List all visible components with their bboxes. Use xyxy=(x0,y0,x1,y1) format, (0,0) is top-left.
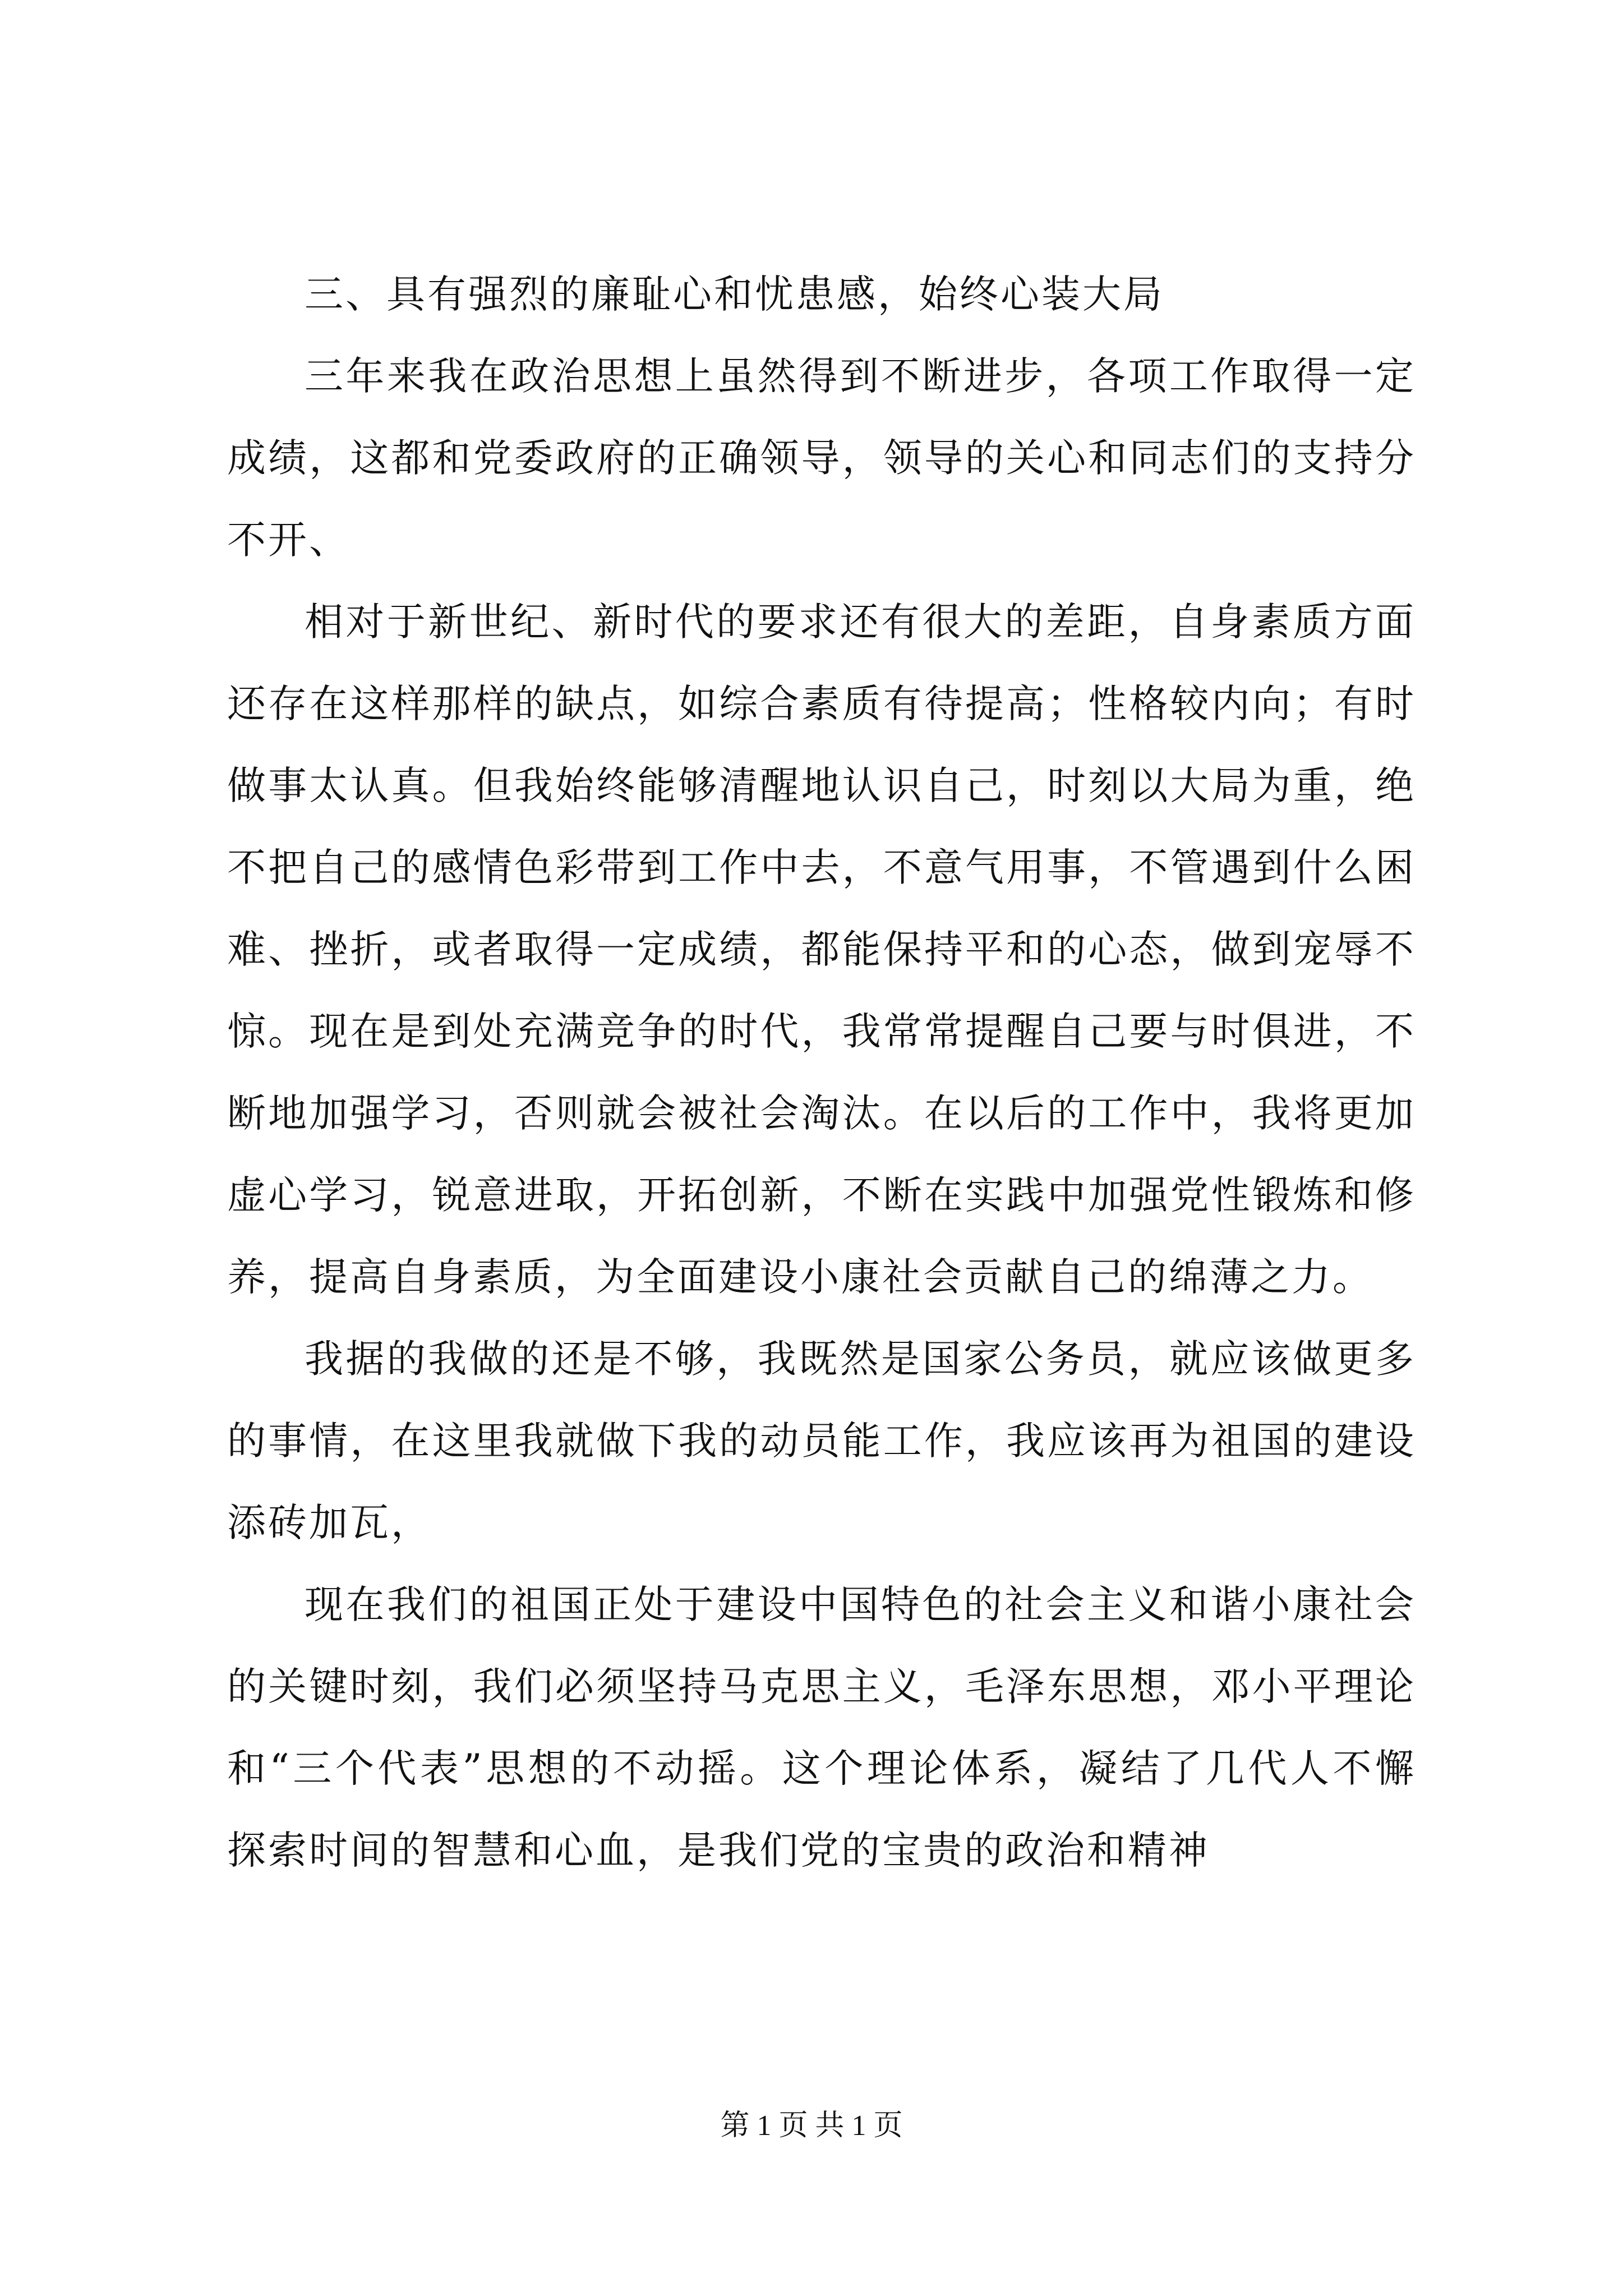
page-footer: 第 1 页 共 1 页 xyxy=(720,2110,903,2142)
paragraph: 我据的我做的还是不够，我既然是国家公务员，就应该做更多的事情，在这里我就做下我的动员能工作，我应该再为祖国的建设添砖加瓦， xyxy=(227,1337,1416,1545)
section-heading: 三、具有强烈的廉耻心和忧患感，始终心装大局 xyxy=(305,272,1164,317)
document-body xyxy=(227,254,1416,1892)
paragraph: 相对于新世纪、新时代的要求还有很大的差距，自身素质方面还存在这样那样的缺点，如综合素质有待提高；性格较内向；有时做事太认真。但我始终能够清醒地认识自己，时刻以大局为重，绝不把自己的感情色彩带到工作中去，不意气用事，不管遇到什么困难、挫折，或者取得一定成绩，都能保持平和的心态，做到宠辱不惊。现在是到处充满竞争的时代，我常常提醒自己要与时俱进，不断地加强学习，否则就会被社会淘汰。在以后的工作中，我将更加虚心学习，锐意进取，开拓创新，不断在实践中加强党性锻炼和修养，提高自身素质，为全面建设小康社会贡献自己的绵薄之力。 xyxy=(227,600,1416,1300)
paragraph: 三年来我在政治思想上虽然得到不断进步，各项工作取得一定成绩，这都和党委政府的正确领导，领导的关心和同志们的支持分不开、 xyxy=(227,354,1416,563)
paragraph: 现在我们的祖国正处于建设中国特色的社会主义和谐小康社会的关键时刻，我们必须坚持马克思主义，毛泽东思想，邓小平理论和“三个代表”思想的不动摇。这个理论体系，凝结了几代人不懈探索时间的智慧和心血，是我们党的宝贵的政治和精神 xyxy=(227,1582,1416,1873)
